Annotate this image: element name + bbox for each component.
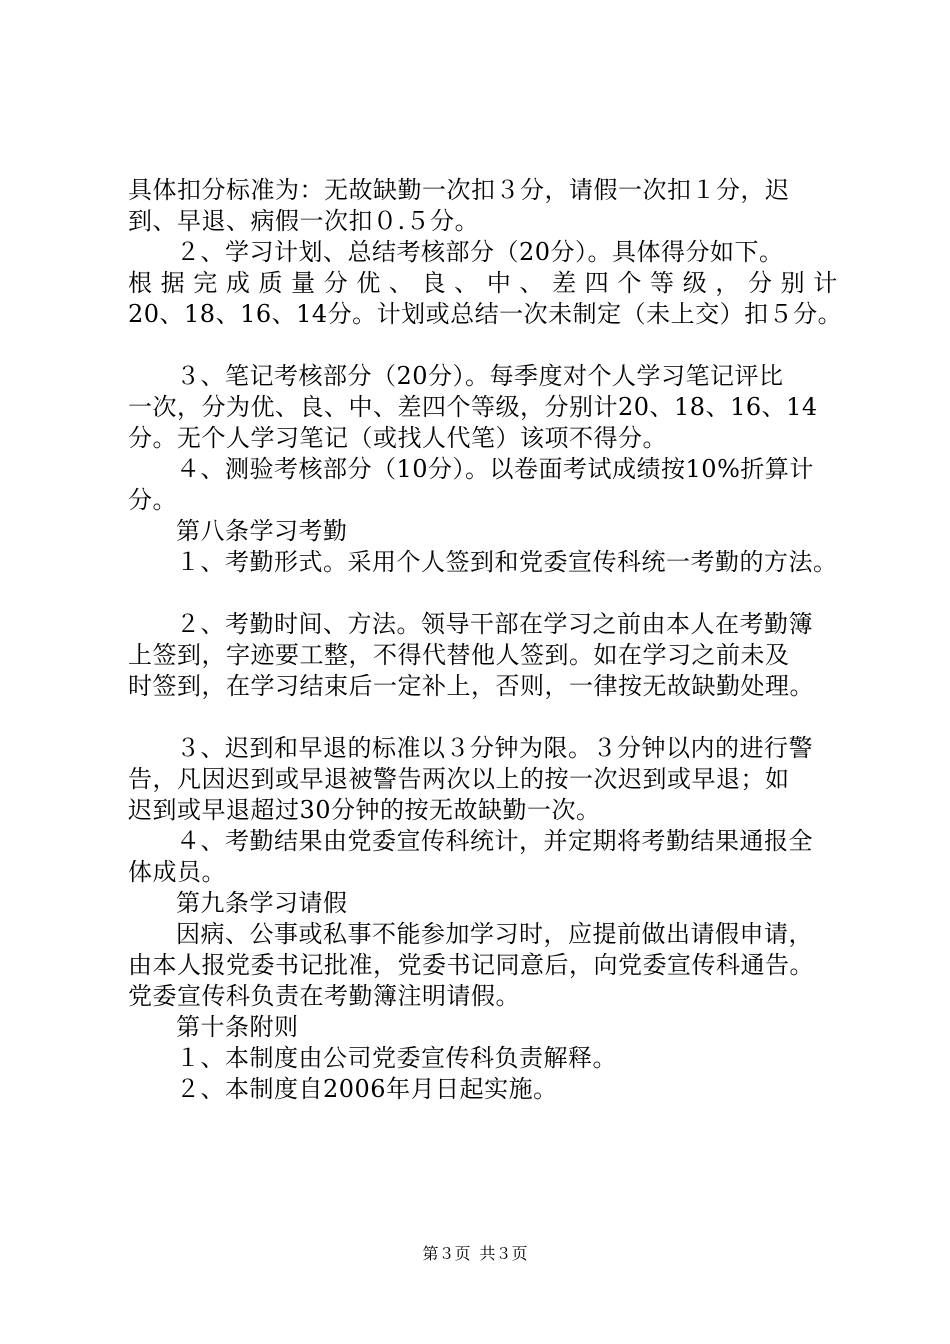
body-line: 告，凡因迟到或早退被警告两次以上的按一次迟到或早退；如 <box>128 765 790 793</box>
body-line: 因病、公事或私事不能参加学习时，应提前做出请假申请， <box>176 920 813 948</box>
body-line: ２、本制度自2006年月日起实施。 <box>176 1075 558 1103</box>
body-line: ２、考勤时间、方法。领导干部在学习之前由本人在考勤簿 <box>176 610 813 638</box>
body-line: 由本人报党委书记批准，党委书记同意后，向党委宣传科通告。 <box>128 951 814 979</box>
body-line: 体成员。 <box>128 858 226 886</box>
body-line: 分。 <box>128 486 177 514</box>
document-body <box>128 175 850 1105</box>
blank-line <box>128 702 850 733</box>
body-line: １、考勤形式。采用个人签到和党委宣传科统一考勤的方法。 <box>176 548 838 576</box>
body-line: 具体扣分标准为：无故缺勤一次扣３分，请假一次扣１分，迟 <box>128 176 790 204</box>
body-line: ３、迟到和早退的标准以３分钟为限。３分钟以内的进行警 <box>176 734 813 762</box>
body-line: 分。无个人学习笔记（或找人代笔）该项不得分。 <box>128 424 667 452</box>
page-total: 共３页 <box>479 1244 528 1263</box>
body-line: 20、18、16、14分。计划或总结一次未制定（未上交）扣５分。 <box>128 300 843 328</box>
body-line: 党委宣传科负责在考勤簿注明请假。 <box>128 982 520 1010</box>
body-line: 到、早退、病假一次扣０.５分。 <box>128 207 480 235</box>
body-line: 上签到，字迹要工整，不得代替他人签到。如在学习之前未及 <box>128 641 790 669</box>
body-line: １、本制度由公司党委宣传科负责解释。 <box>176 1044 617 1072</box>
body-line: 迟到或早退超过30分钟的按无故缺勤一次。 <box>128 796 601 824</box>
body-line: ４、测验考核部分（10分）。以卷面考试成绩按10%折算计 <box>176 455 814 483</box>
body-line: 根 据 完 成 质 量 分 优 、 良 、 中 、 差 四 个 等 级 ， 分 别 计 <box>128 269 838 297</box>
body-line: 一次，分为优、良、中、差四个等级，分别计20、18、16、14 <box>128 393 818 421</box>
section-heading: 第十条附则 <box>176 1013 299 1041</box>
body-line: 时签到，在学习结束后一定补上，否则，一律按无故缺勤处理。 <box>128 672 814 700</box>
body-line: ２、学习计划、总结考核部分（20分）。具体得分如下。 <box>176 238 784 266</box>
page-number: 第３页 <box>422 1244 471 1263</box>
body-line: ４、考勤结果由党委宣传科统计，并定期将考勤结果通报全 <box>176 827 813 855</box>
page-footer <box>0 1244 950 1264</box>
section-heading: 第九条学习请假 <box>176 889 348 917</box>
blank-line <box>128 578 850 609</box>
section-heading: 第八条学习考勤 <box>176 517 348 545</box>
body-line: ３、笔记考核部分（20分）。每季度对个人学习笔记评比 <box>176 362 784 390</box>
blank-line <box>128 330 850 361</box>
